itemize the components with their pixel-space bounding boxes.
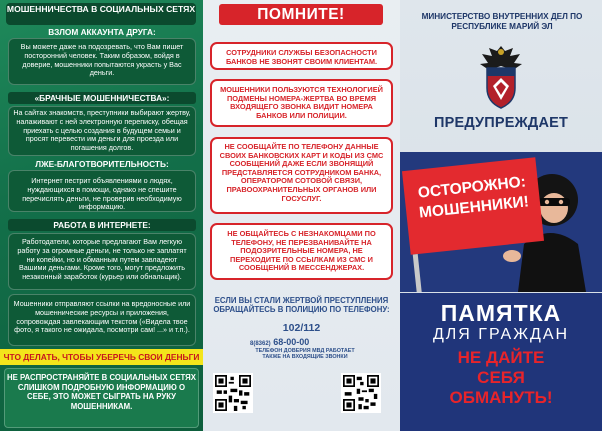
warning-box-strangers: НЕ ОБЩАЙТЕСЬ С НЕЗНАКОМЦАМИ ПО ТЕЛЕФОНУ, НЕ ПЕРЕЗВАНИВАЙТЕ НА ПОДОЗРИТЕЛЬНЫЕ НОМЕРА, НЕ ПЕРЕХОДИТЕ ПО ССЫЛКАМ ИЗ СМС И СООБЩЕНИЙ В МЕССЕНДЖЕРАХ. — [210, 223, 393, 280]
qr-code-right — [341, 373, 381, 413]
section-title-charity: ЛЖЕ-БЛАГОТВОРИТЕЛЬНОСТЬ: — [35, 159, 169, 169]
hotline-code: 8(8362) — [250, 341, 271, 347]
hotline-number: 68-00-00 — [273, 337, 310, 347]
section-text-charity: Интернет пестрит объявлениями о людях, нуждающихся в помощи, однако не спешите перечислять деньги, не проверив необходимую информацию. — [8, 170, 196, 212]
warning-box-spoofing: МОШЕННИКИ ПОЛЬЗУЮТСЯ ТЕХНОЛОГИЕЙ ПОДМЕНЫ НОМЕРА-ЖЕРТВА ВО ВРЕМЯ ВХОДЯЩЕГО ЗВОНКА ВИДИТ НОМЕРА БАНКОВ ИЛИ ПОЛИЦИИ. — [210, 79, 393, 127]
emergency-number: 102/112 — [282, 322, 321, 334]
hotline-description: ТЕЛЕФОН ДОВЕРИЯ МВД РАБОТАЕТ ТАКЖЕ НА ВХОДЯЩИЕ ЗВОНКИ — [255, 348, 355, 361]
section-text-marriage: На сайтах знакомств, преступники выбирают жертву, налаживают с ней электронную переписку, обещая приехать с целью создания в будущем семьи и просят перевести им деньги для проезда или погашения долгов. — [8, 106, 196, 156]
memo-title: ПАМЯТКА — [440, 300, 562, 326]
section-text-job: Работодатели, которые предлагают Вам легкую работу за огромные деньги, не только не заплатят ни копейки, но и обманным путем завладеют Вашими деньгами. Кроме того, могут предложить незаконный заработок (курьер или обнальщик). — [8, 233, 196, 290]
mvd-emblem-icon — [476, 44, 526, 110]
warning-box-security: СОТРУДНИКИ СЛУЖБЫ БЕЗОПАСНОСТИ БАНКОВ НЕ ЗВОНЯТ СВОИМ КЛИЕНТАМ. — [210, 42, 393, 70]
hotline-block — [250, 337, 360, 360]
victim-instruction: ЕСЛИ ВЫ СТАЛИ ЖЕРТВОЙ ПРЕСТУПЛЕНИЯ ОБРАЩАЙТЕСЬ В ПОЛИЦИЮ ПО ТЕЛЕФОНУ: — [213, 296, 390, 315]
warns-heading: ПРЕДУПРЕЖДАЕТ — [433, 115, 569, 131]
warning-box-card-data: НЕ СООБЩАЙТЕ ПО ТЕЛЕФОНУ ДАННЫЕ СВОИХ БАНКОВСКИХ КАРТ И КОДЫ ИЗ СМС СООБЩЕНИЙ ДАЖЕ ЕСЛИ ЗВОНЯЩИЙ ПРЕДСТАВЛЯЕТСЯ СОТРУДНИКОМ БАНКА, ОПЕРАТОРОМ СОТОВОЙ СВЯЗИ, ПРАВООХРАНИТЕЛЬНЫХ ОРГАНОВ ИЛИ ГОСУСЛУГ. — [210, 137, 393, 214]
left-panel — [0, 0, 203, 431]
sign-line-2: МОШЕННИКИ! — [418, 193, 530, 222]
right-panel — [400, 0, 602, 431]
malicious-links-box: Мошенники отправляют ссылки на вредоносные или мошеннические ресурсы и приложения, сопровождая завлекающим текстом («Видела твое фото, я такого не ожидала, посмотри сам! ...» и т.п.). — [8, 294, 196, 346]
qr-code-left — [213, 373, 253, 413]
left-header: МОШЕННИЧЕСТВА В СОЦИАЛЬНЫХ СЕТЯХ — [6, 3, 196, 25]
sign-line-1: ОСТОРОЖНО: — [417, 173, 527, 202]
memo-subtitle: ДЛЯ ГРАЖДАН — [432, 326, 570, 343]
what-to-do-bar: ЧТО ДЕЛАТЬ, ЧТОБЫ УБЕРЕЧЬ СВОИ ДЕНЬГИ — [0, 349, 203, 365]
section-title-account-hack: ВЗЛОМ АККАУНТА ДРУГА: — [48, 27, 156, 37]
privacy-advice-box: НЕ РАСПРОСТРАНЯЙТЕ В СОЦИАЛЬНЫХ СЕТЯХ СЛИШКОМ ПОДРОБНУЮ ИНФОРМАЦИЮ О СЕБЕ, ЭТО МОЖЕТ СЫГРАТЬ НА РУКУ МОШЕННИКАМ. — [4, 368, 199, 428]
warning-scene — [400, 152, 602, 292]
dont-be-fooled-text: НЕ ДАЙТЕ СЕБЯ ОБМАНУТЬ! — [449, 348, 553, 407]
ministry-title: МИНИСТЕРСТВО ВНУТРЕННИХ ДЕЛ ПО РЕСПУБЛИКЕ МАРИЙ ЭЛ — [421, 12, 583, 31]
section-title-marriage: «БРАЧНЫЕ МОШЕННИЧЕСТВА»: — [8, 92, 196, 104]
section-text-account-hack: Вы можете даже на подозревать, что Вам пишет посторонний человек. Таким образом, войдя в доверие, мошенники попытаются украсть у Вас деньги. — [8, 38, 196, 85]
section-title-job: РАБОТА В ИНТЕРНЕТЕ: — [8, 219, 196, 231]
remember-banner: ПОМНИТЕ! — [219, 4, 383, 25]
memo-block — [400, 293, 602, 431]
middle-panel — [203, 0, 400, 431]
